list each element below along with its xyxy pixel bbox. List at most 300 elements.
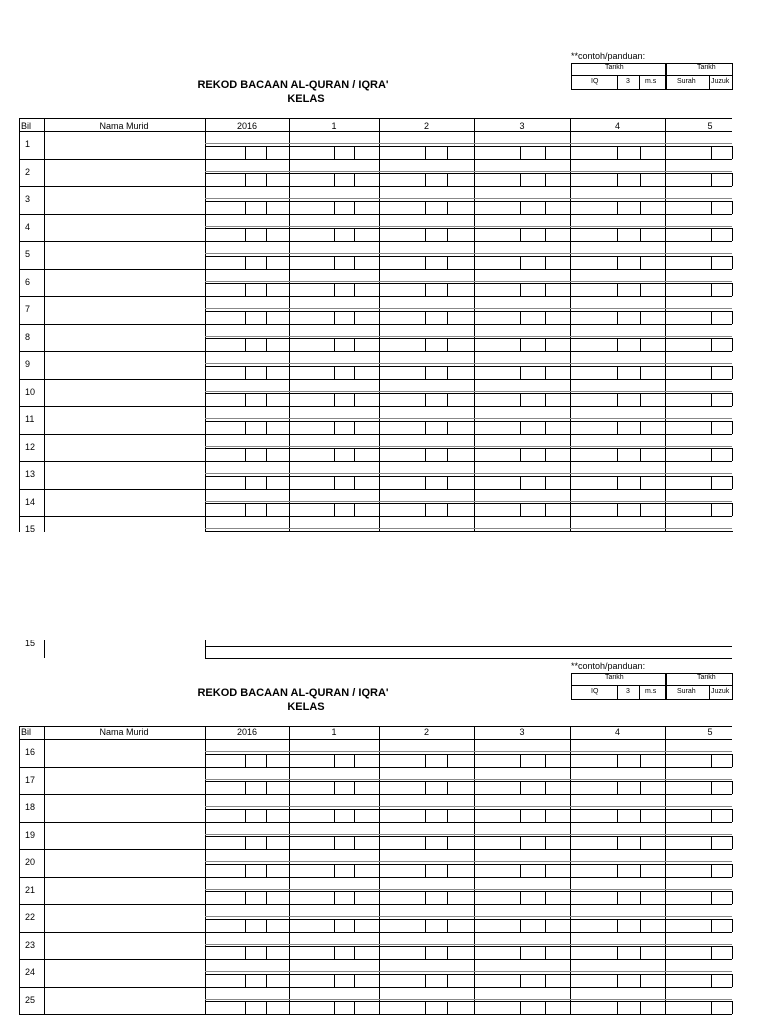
entry-subdivider — [425, 1001, 426, 1014]
example-ms: m.s — [645, 688, 657, 695]
row-midline — [205, 751, 732, 752]
entry-subdivider — [266, 338, 267, 351]
entry-right-edge — [732, 809, 733, 822]
entry-subdivider — [245, 228, 246, 241]
entry-subdivider — [334, 476, 335, 489]
table-row — [0, 516, 768, 532]
entry-right-edge — [732, 864, 733, 877]
student-name-cell[interactable] — [45, 905, 204, 931]
row-entry-top — [205, 781, 732, 782]
entry-subdivider — [617, 531, 618, 533]
student-name-cell[interactable] — [45, 768, 204, 794]
entry-subdivider — [266, 974, 267, 987]
row-entry-top — [205, 503, 732, 504]
header-col-5: 5 — [707, 727, 713, 737]
entry-subdivider — [334, 311, 335, 324]
student-name-cell[interactable] — [45, 270, 204, 296]
entry-subdivider — [545, 146, 546, 159]
entry-subdivider — [266, 283, 267, 296]
entry-subdivider — [520, 946, 521, 959]
entry-subdivider — [711, 366, 712, 379]
entry-subdivider — [354, 1001, 355, 1014]
row-entry-top — [205, 476, 732, 477]
entry-subdivider — [545, 531, 546, 533]
student-name-cell[interactable] — [45, 850, 204, 876]
student-name-cell[interactable] — [45, 407, 204, 433]
entry-subdivider — [334, 836, 335, 849]
table-row — [0, 241, 768, 269]
table-row — [0, 877, 768, 905]
entry-subdivider — [711, 836, 712, 849]
entry-subdivider — [447, 421, 448, 434]
table-row — [0, 794, 768, 822]
header-nama-murid: Nama Murid — [99, 727, 149, 737]
table-row — [0, 932, 768, 960]
example-tarikh-2: Tarikh — [697, 674, 716, 681]
student-name-cell[interactable] — [45, 242, 204, 268]
table-row — [0, 434, 768, 462]
entry-subdivider — [447, 919, 448, 932]
student-name-cell[interactable] — [45, 960, 204, 986]
entry-subdivider — [617, 946, 618, 959]
entry-subdivider — [245, 366, 246, 379]
entry-subdivider — [711, 503, 712, 516]
entry-subdivider — [354, 256, 355, 269]
row-midline — [205, 226, 732, 227]
entry-subdivider — [266, 531, 267, 533]
entry-subdivider — [245, 173, 246, 186]
student-name-cell[interactable] — [45, 435, 204, 461]
entry-subdivider — [245, 754, 246, 767]
student-name-cell[interactable] — [45, 462, 204, 488]
entry-subdivider — [640, 531, 641, 533]
entry-subdivider — [545, 201, 546, 214]
row-number: 24 — [25, 967, 36, 977]
entry-subdivider — [425, 201, 426, 214]
entry-subdivider — [640, 781, 641, 794]
entry-subdivider — [640, 448, 641, 461]
row-number: 3 — [25, 194, 31, 204]
entry-subdivider — [425, 503, 426, 516]
entry-subdivider — [245, 836, 246, 849]
example-juzuk: Juzuk — [711, 688, 730, 695]
entry-subdivider — [545, 809, 546, 822]
row-entry-top — [205, 283, 732, 284]
row-entry-top — [205, 864, 732, 865]
entry-right-edge — [732, 228, 733, 241]
entry-subdivider — [334, 393, 335, 406]
row-entry-top — [205, 809, 732, 810]
entry-subdivider — [545, 503, 546, 516]
entry-subdivider — [545, 173, 546, 186]
entry-right-edge — [732, 421, 733, 434]
entry-subdivider — [245, 146, 246, 159]
entry-right-edge — [732, 919, 733, 932]
entry-subdivider — [545, 946, 546, 959]
example-note: **contoh/panduan: — [571, 661, 646, 671]
entry-subdivider — [334, 891, 335, 904]
entry-subdivider — [334, 448, 335, 461]
entry-subdivider — [266, 809, 267, 822]
header-col-3: 3 — [519, 121, 525, 131]
entry-subdivider — [711, 809, 712, 822]
row-number: 21 — [25, 884, 36, 895]
row-entry-top — [205, 1001, 732, 1002]
entry-subdivider — [640, 311, 641, 324]
entry-subdivider — [617, 836, 618, 849]
student-name-cell[interactable] — [45, 490, 204, 516]
entry-subdivider — [354, 421, 355, 434]
entry-subdivider — [520, 503, 521, 516]
entry-subdivider — [711, 781, 712, 794]
entry-subdivider — [640, 393, 641, 406]
row-midline — [205, 999, 732, 1000]
entry-right-edge — [732, 393, 733, 406]
record-sheet-page-2 — [0, 640, 768, 1024]
entry-subdivider — [425, 476, 426, 489]
row-midline — [205, 944, 732, 945]
entry-subdivider — [520, 256, 521, 269]
entry-subdivider — [711, 228, 712, 241]
entry-subdivider — [711, 974, 712, 987]
entry-subdivider — [266, 781, 267, 794]
entry-subdivider — [617, 173, 618, 186]
entry-subdivider — [266, 891, 267, 904]
table-row — [0, 379, 768, 407]
entry-right-edge — [732, 338, 733, 351]
entry-subdivider — [520, 1001, 521, 1014]
student-name-cell[interactable] — [45, 988, 204, 1014]
entry-subdivider — [266, 421, 267, 434]
row-number: 20 — [25, 857, 36, 867]
entry-subdivider — [425, 864, 426, 877]
header-col-1: 1 — [331, 121, 337, 131]
example-tarikh-1: Tarikh — [605, 674, 624, 681]
student-name-cell[interactable] — [45, 132, 204, 158]
row-number: 23 — [25, 939, 36, 950]
student-name-cell[interactable] — [45, 297, 204, 323]
entry-subdivider — [545, 891, 546, 904]
entry-subdivider — [447, 338, 448, 351]
entry-subdivider — [354, 173, 355, 186]
entry-subdivider — [354, 503, 355, 516]
entry-subdivider — [425, 781, 426, 794]
entry-subdivider — [711, 946, 712, 959]
entry-subdivider — [640, 256, 641, 269]
entry-subdivider — [640, 754, 641, 767]
table-row — [0, 159, 768, 187]
entry-subdivider — [245, 201, 246, 214]
entry-subdivider — [711, 338, 712, 351]
row-midline — [205, 308, 732, 309]
row-entry-top — [205, 146, 732, 147]
table-row — [0, 489, 768, 517]
entry-right-edge — [732, 946, 733, 959]
entry-right-edge — [732, 503, 733, 516]
student-name-cell[interactable] — [45, 517, 204, 532]
row-entry-top — [205, 421, 732, 422]
entry-subdivider — [617, 393, 618, 406]
student-name-cell[interactable] — [45, 215, 204, 241]
header-col-2: 2 — [423, 727, 429, 737]
entry-subdivider — [354, 448, 355, 461]
header-col-4: 4 — [614, 727, 620, 737]
entry-subdivider — [617, 338, 618, 351]
entry-subdivider — [640, 228, 641, 241]
entry-right-edge — [732, 974, 733, 987]
row-number: 17 — [25, 774, 36, 785]
entry-subdivider — [245, 256, 246, 269]
entry-subdivider — [354, 836, 355, 849]
entry-right-edge — [732, 283, 733, 296]
entry-subdivider — [334, 974, 335, 987]
row-number: 15 — [25, 524, 36, 532]
entry-subdivider — [354, 531, 355, 533]
entry-subdivider — [545, 864, 546, 877]
entry-right-edge — [732, 256, 733, 269]
entry-subdivider — [640, 338, 641, 351]
entry-subdivider — [617, 754, 618, 767]
entry-subdivider — [447, 448, 448, 461]
entry-subdivider — [545, 256, 546, 269]
entry-subdivider — [334, 919, 335, 932]
student-name-cell[interactable] — [45, 380, 204, 406]
table-row — [0, 904, 768, 932]
table-row — [0, 324, 768, 352]
example-iq: IQ — [591, 78, 599, 85]
entry-subdivider — [425, 283, 426, 296]
row-entry-top — [205, 448, 732, 449]
entry-subdivider — [334, 421, 335, 434]
row-number: 1 — [25, 139, 31, 149]
entry-subdivider — [266, 864, 267, 877]
row-midline — [205, 391, 732, 392]
entry-subdivider — [245, 503, 246, 516]
row-entry-top — [205, 836, 732, 837]
table-row — [0, 351, 768, 379]
example-note: **contoh/panduan: — [571, 51, 646, 61]
student-name-cell[interactable] — [45, 795, 204, 821]
entry-subdivider — [520, 173, 521, 186]
entry-subdivider — [640, 201, 641, 214]
row-midline — [205, 143, 732, 144]
entry-subdivider — [447, 531, 448, 533]
entry-subdivider — [617, 366, 618, 379]
entry-subdivider — [520, 476, 521, 489]
entry-subdivider — [640, 146, 641, 159]
entry-subdivider — [617, 891, 618, 904]
entry-right-edge — [732, 754, 733, 767]
row-number: 8 — [25, 331, 31, 342]
entry-subdivider — [617, 1001, 618, 1014]
entry-subdivider — [245, 283, 246, 296]
entry-subdivider — [245, 421, 246, 434]
entry-subdivider — [545, 393, 546, 406]
row-entry-top — [205, 754, 732, 755]
example-three: 3 — [626, 688, 630, 695]
entry-subdivider — [266, 146, 267, 159]
entry-subdivider — [266, 228, 267, 241]
entry-subdivider — [266, 919, 267, 932]
entry-subdivider — [447, 366, 448, 379]
row-midline — [205, 198, 732, 199]
entry-subdivider — [245, 393, 246, 406]
entry-subdivider — [354, 891, 355, 904]
entry-subdivider — [266, 946, 267, 959]
entry-subdivider — [334, 946, 335, 959]
entry-subdivider — [354, 946, 355, 959]
row-midline — [205, 473, 732, 474]
entry-subdivider — [640, 974, 641, 987]
entry-subdivider — [354, 809, 355, 822]
row-entry-top — [205, 891, 732, 892]
entry-subdivider — [266, 503, 267, 516]
header-bil: Bil — [21, 727, 32, 737]
entry-subdivider — [447, 201, 448, 214]
entry-subdivider — [520, 201, 521, 214]
entry-subdivider — [545, 338, 546, 351]
entry-subdivider — [711, 919, 712, 932]
entry-subdivider — [447, 891, 448, 904]
student-name-cell[interactable] — [45, 878, 204, 904]
entry-subdivider — [640, 476, 641, 489]
entry-subdivider — [640, 919, 641, 932]
entry-subdivider — [266, 173, 267, 186]
entry-right-edge — [732, 531, 733, 533]
entry-subdivider — [545, 836, 546, 849]
entry-subdivider — [711, 531, 712, 533]
entry-subdivider — [425, 173, 426, 186]
entry-subdivider — [245, 919, 246, 932]
entry-subdivider — [334, 173, 335, 186]
entry-subdivider — [617, 503, 618, 516]
row-entry-top — [205, 338, 732, 339]
student-name-cell[interactable] — [45, 352, 204, 378]
entry-subdivider — [447, 836, 448, 849]
row-entry-top — [205, 201, 732, 202]
entry-subdivider — [545, 448, 546, 461]
entry-subdivider — [425, 146, 426, 159]
entry-subdivider — [520, 311, 521, 324]
entry-subdivider — [425, 366, 426, 379]
entry-subdivider — [520, 393, 521, 406]
entry-subdivider — [447, 781, 448, 794]
entry-subdivider — [520, 809, 521, 822]
student-name-cell[interactable] — [45, 823, 204, 849]
entry-subdivider — [711, 448, 712, 461]
entry-subdivider — [354, 366, 355, 379]
page-subtitle: KELAS — [287, 701, 325, 713]
entry-subdivider — [245, 311, 246, 324]
entry-subdivider — [711, 1001, 712, 1014]
entry-subdivider — [425, 754, 426, 767]
entry-subdivider — [354, 283, 355, 296]
student-name-cell[interactable] — [45, 933, 204, 959]
entry-subdivider — [545, 311, 546, 324]
page-title: REKOD BACAAN AL-QURAN / IQRA' — [197, 687, 389, 699]
row-number: 4 — [25, 221, 31, 232]
row-midline — [205, 253, 732, 254]
entry-subdivider — [617, 201, 618, 214]
entry-subdivider — [520, 283, 521, 296]
entry-subdivider — [447, 283, 448, 296]
entry-subdivider — [617, 476, 618, 489]
entry-subdivider — [640, 809, 641, 822]
row-entry-top — [205, 366, 732, 367]
row-midline — [205, 916, 732, 917]
entry-subdivider — [447, 228, 448, 241]
entry-subdivider — [520, 974, 521, 987]
table-row — [0, 822, 768, 850]
entry-subdivider — [354, 393, 355, 406]
table-row — [0, 767, 768, 795]
student-name-cell[interactable] — [45, 187, 204, 213]
entry-subdivider — [711, 201, 712, 214]
table-row — [0, 959, 768, 987]
row-midline — [205, 806, 732, 807]
entry-subdivider — [545, 366, 546, 379]
entry-subdivider — [266, 448, 267, 461]
entry-subdivider — [334, 256, 335, 269]
entry-subdivider — [354, 864, 355, 877]
entry-subdivider — [545, 421, 546, 434]
row-number: 6 — [25, 276, 31, 287]
entry-subdivider — [447, 393, 448, 406]
page-title: REKOD BACAAN AL-QURAN / IQRA' — [197, 79, 389, 91]
row-number: 2 — [25, 166, 31, 177]
entry-subdivider — [266, 1001, 267, 1014]
student-name-cell[interactable] — [45, 740, 204, 766]
row-entry-top — [205, 173, 732, 174]
entry-subdivider — [545, 228, 546, 241]
entry-subdivider — [425, 531, 426, 533]
entry-subdivider — [334, 146, 335, 159]
entry-right-edge — [732, 781, 733, 794]
entry-subdivider — [711, 283, 712, 296]
entry-subdivider — [545, 283, 546, 296]
student-name-cell[interactable] — [45, 160, 204, 186]
entry-subdivider — [245, 531, 246, 533]
entry-subdivider — [711, 864, 712, 877]
entry-subdivider — [617, 421, 618, 434]
entry-subdivider — [640, 864, 641, 877]
entry-subdivider — [711, 173, 712, 186]
row-midline — [205, 501, 732, 502]
header-year: 2016 — [236, 121, 258, 131]
entry-subdivider — [354, 781, 355, 794]
row-entry-top — [205, 531, 732, 532]
header-year: 2016 — [236, 727, 258, 737]
entry-right-edge — [732, 173, 733, 186]
row-midline — [205, 363, 732, 364]
row-number: 7 — [25, 304, 31, 314]
entry-subdivider — [425, 311, 426, 324]
entry-subdivider — [334, 201, 335, 214]
row-entry-top — [205, 393, 732, 394]
example-iq: IQ — [591, 688, 599, 695]
row-entry-top — [205, 919, 732, 920]
row-entry-top — [205, 946, 732, 947]
table-row — [0, 186, 768, 214]
entry-subdivider — [266, 366, 267, 379]
entry-subdivider — [334, 531, 335, 533]
entry-subdivider — [334, 228, 335, 241]
row-midline — [205, 971, 732, 972]
student-name-cell[interactable] — [45, 325, 204, 351]
row-entry-top — [205, 256, 732, 257]
entry-subdivider — [617, 781, 618, 794]
entry-subdivider — [354, 146, 355, 159]
